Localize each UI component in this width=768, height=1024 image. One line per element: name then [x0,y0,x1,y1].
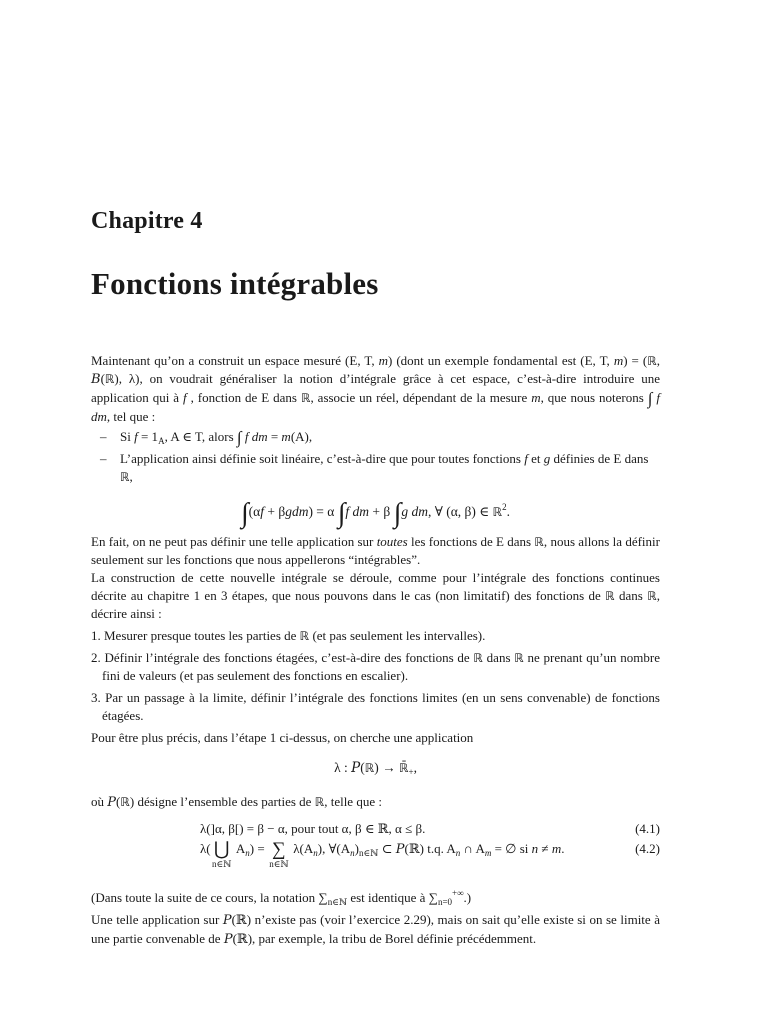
paragraph-precision: Pour être plus précis, dans l’étape 1 ci-dessus, on cherche une application [91,730,474,745]
paragraph-borel: Une telle application sur P(ℝ) n’existe pas (voir l’exercice 2.29), mais on sait qu’elle existe si on se limite à une partie convenable de P(ℝ), par exemple, la tribu de Borel définie précédemment. [91,912,660,947]
chapter-label: Chapitre 4 [91,208,203,234]
sum-operator: ∑ n∈ℕ [269,839,289,869]
list-item: – L’application ainsi définie soit linéaire, c’est-à-dire que pour toutes fonctions f et g définies de E dans ℝ, [91,450,660,486]
list-item: 1. Mesurer presque toutes les parties de ℝ (et pas seulement les intervalles). [91,628,486,643]
list-item: – Si $f = 1_A$, A ∈ T, alors ∫ f dm = m(A), [91,428,660,450]
chapter-body [91,352,660,949]
paragraph-toutes: En fait, on ne peut pas définir une telle application sur toutes les fonctions de E dans ℝ, nous allons la définir seulement sur les fonctions que nous appellerons “intégrables”. [91,534,660,567]
equation-4-2: λ( ⋃ n∈ℕ $A_n$) = ∑ n∈ℕ $\lambda(A_n)$, $\forall(A_n)_{n\in ℕ}$ ⊂ P(ℝ) t.q. $A_n$ ∩ $A_m$ = ∅ si n ≠ m. (4.2) [200,839,660,869]
property-list [91,428,660,486]
linearity-equation: ∫(αf + βgdm) = α ∫f dm + β ∫g dm, ∀ (α, β) ∈ ℝ$^2$. [240,498,511,529]
list-item: 2. Définir l’intégrale des fonctions étagées, c’est-à-dire des fonctions de ℝ dans ℝ ne prenant qu’un nombre fini de valeurs (et pas seulement des fonctions en escalier). [91,650,660,683]
paragraph-notation: (Dans toute la suite de ce cours, la notation $\sum_{n\in ℕ}$ est identique à $\sum_{n=0}^{+\infty}$.) [91,888,472,907]
chapter-title: Fonctions intégrables [91,266,379,301]
list-item: 3. Par un passage à la limite, définir l’intégrale des fonctions limites (en un sens convenable) de fonctions étagées. [91,690,660,723]
steps-list [91,627,660,725]
equation-number: (4.2) [635,841,660,856]
paragraph-construction: La construction de cette nouvelle intégrale se déroule, comme pour l’intégrale des fonctions continues décrite au chapitre 1 en 3 étapes, que nous pouvons dans le cas (non limitatif) des fonctions de ℝ dans ℝ, décrire ainsi : [91,570,660,621]
equation-number: (4.1) [635,821,660,836]
intro-paragraph: Maintenant qu’on a construit un espace mesuré (E, T, m) (dont un exemple fondamental est (E, T, m) = (ℝ, B(ℝ), λ), on voudrait généraliser la notion d’intégrale grâce à cet espace, c’est-à-dire introduire une application qui à f , fonction de E dans ℝ, associe un réel, dépendant de la mesure m, que nous noterons ∫ f dm, tel que : [91,353,661,424]
equation-4-1: λ(]α, β[) = β − α, pour tout α, β ∈ ℝ, α ≤ β. (4.1) [200,821,660,836]
lambda-mapping: λ : P(ℝ) → $ℝ̄_+$, [334,760,417,777]
paragraph-parties: où P(ℝ) désigne l’ensemble des parties de ℝ, telle que : [91,794,382,810]
union-operator: ⋃ n∈ℕ [211,839,232,869]
